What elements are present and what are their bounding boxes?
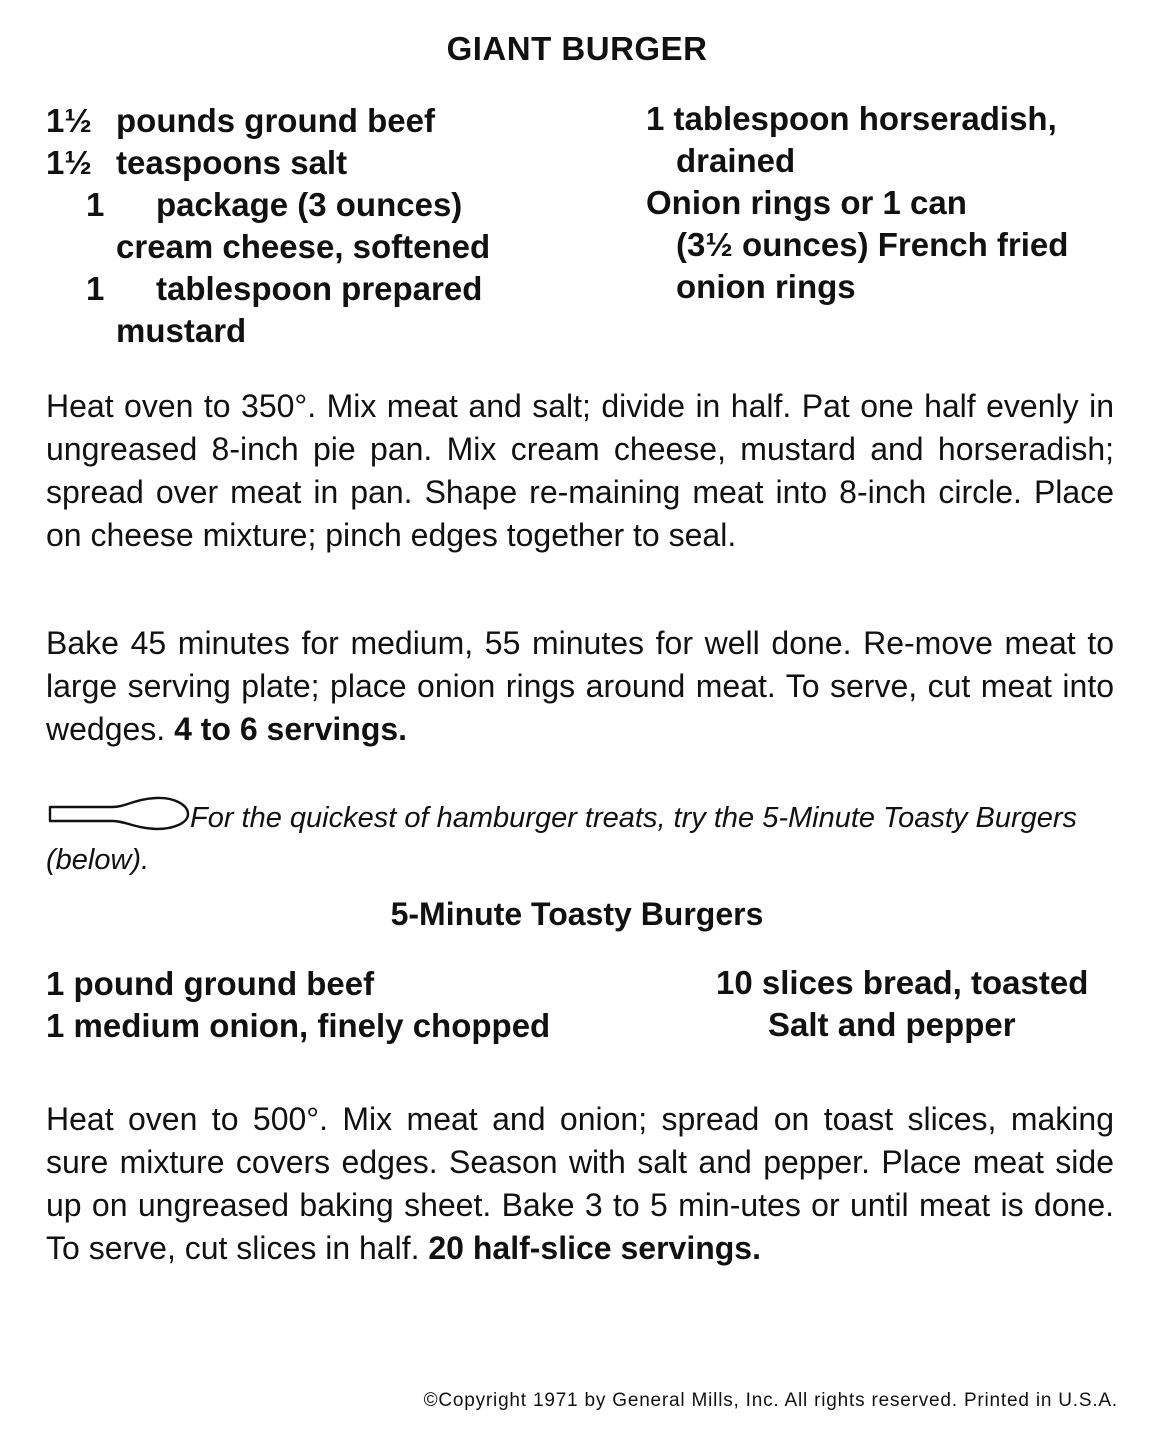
spoon-icon: [46, 795, 190, 831]
ingredient-line: 1 pound ground beef: [46, 965, 375, 1002]
ingredient-line: 1 tablespoon horseradish,: [646, 100, 1057, 137]
toasty-burgers-directions: Heat oven to 500°. Mix meat and onion; spread on toast slices, making sure mixture covers edges. Season with salt and pepper. Place meat side up on ungreased baking sheet. Bake 3 to 5 min-utes or until meat is done. To serve, cut slices in half. 20 half-slice servings.: [46, 1101, 1114, 1266]
ingredient-continuation: Salt and pepper: [768, 1006, 1016, 1043]
giant-burger-ingredients-right: [646, 98, 1068, 308]
ingredient-continuation: (3½ ounces) French fried: [676, 226, 1069, 263]
ingredient-line: 1½ pounds ground beef: [46, 102, 435, 139]
giant-burger-directions-1: Heat oven to 350°. Mix meat and salt; divide in half. Pat one half evenly in ungreased 8-inch pie pan. Mix cream cheese, mustard and horseradish; spread over meat in pan. Shape re-maining meat into 8-inch circle. Place on cheese mixture; pinch edges together to seal.: [46, 388, 1114, 553]
ingredient-line: 1½ teaspoons salt: [46, 144, 348, 181]
ingredient-continuation: drained: [676, 142, 796, 179]
giant-burger-ingredients-left: [46, 100, 490, 352]
ingredient-line: 10 slices bread, toasted: [716, 964, 1089, 1001]
recipe-title-toasty-burgers: 5-Minute Toasty Burgers: [390, 896, 764, 932]
toasty-burgers-yield: 20 half-slice servings.: [428, 1230, 761, 1266]
toasty-burgers-ingredients-left: [46, 963, 550, 1047]
ingredient-line: 1 package (3 ounces): [86, 186, 463, 223]
giant-burger-yield: 4 to 6 servings.: [174, 711, 408, 747]
ingredient-continuation: onion rings: [676, 268, 856, 305]
copyright-notice: ©Copyright 1971 by General Mills, Inc. All rights reserved. Printed in U.S.A.: [423, 1390, 1118, 1411]
ingredient-line: Onion rings or 1 can: [646, 184, 967, 221]
giant-burger-directions-2: Bake 45 minutes for medium, 55 minutes for well done. Re-move meat to large serving plate; place onion rings around meat. To serve, cut meat into wedges. 4 to 6 servings.: [46, 625, 1114, 747]
ingredient-line: 1 tablespoon prepared: [86, 270, 483, 307]
ingredient-continuation: cream cheese, softened: [116, 228, 491, 265]
ingredient-continuation: mustard: [116, 312, 247, 349]
recipe-tip: For the quickest of hamburger treats, try the 5-Minute Toasty Burgers (below).: [46, 795, 1114, 881]
ingredient-line: 1 medium onion, finely chopped: [46, 1007, 551, 1044]
toasty-burgers-ingredients-right: [716, 962, 1088, 1046]
recipe-title-giant-burger: GIANT BURGER: [446, 30, 708, 67]
